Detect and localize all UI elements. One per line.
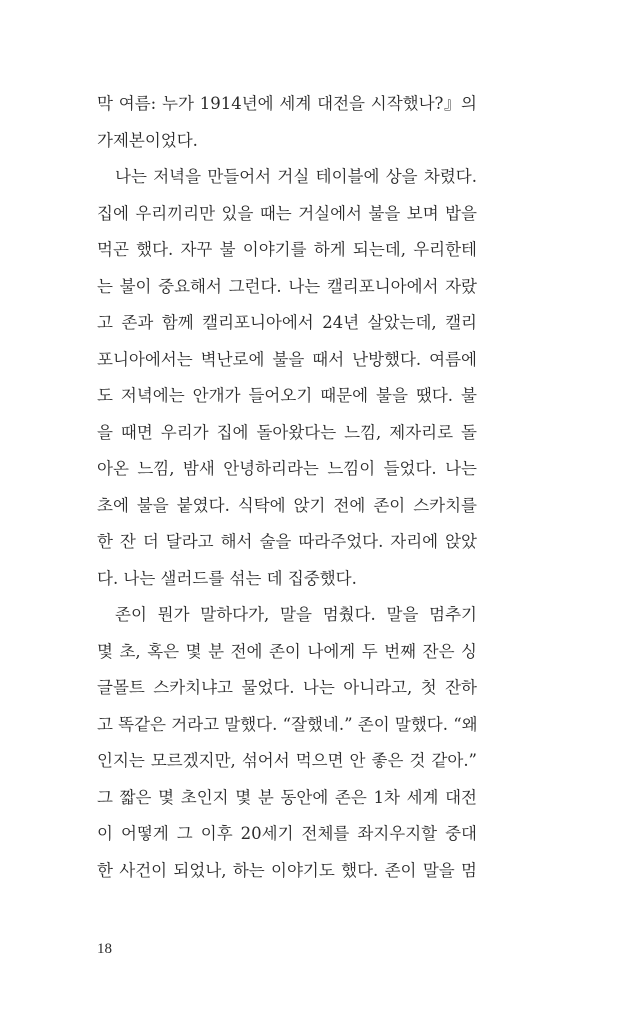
body-text	[97, 86, 477, 889]
text-line: 이 어떻게 그 이후 20세기 전체를 좌지우지할 중대	[97, 824, 477, 843]
text-line: 다. 나는 샐러드를 섞는 데 집중했다.	[97, 568, 357, 588]
text-line: 을 때면 우리가 집에 돌아왔다는 느낌, 제자리로 돌	[97, 422, 477, 442]
text-line: 아온 느낌, 밤새 안녕하리라는 느낌이 들었다. 나는	[97, 459, 477, 478]
text-line: 도 저녁에는 안개가 들어오기 때문에 불을 땠다. 불	[97, 386, 477, 405]
text-line: 그 짧은 몇 초인지 몇 분 동안에 존은 1차 세계 대전	[97, 787, 477, 807]
text-line: 는 불이 중요해서 그런다. 나는 캘리포니아에서 자랐	[97, 276, 477, 296]
text-line: 초에 불을 붙였다. 식탁에 앉기 전에 존이 스카치를	[97, 495, 477, 515]
text-line: 집에 우리끼리만 있을 때는 거실에서 불을 보며 밥을	[97, 203, 477, 223]
text-line: 글몰트 스카치냐고 물었다. 나는 아니라고, 첫 잔하	[97, 678, 477, 697]
text-line: 포니아에서는 벽난로에 불을 때서 난방했다. 여름에	[97, 349, 477, 369]
text-line: 먹곤 했다. 자꾸 불 이야기를 하게 되는데, 우리한테	[97, 240, 477, 259]
page-number: 18	[97, 941, 112, 957]
text-line: 고 똑같은 거라고 말했다. “잘했네.” 존이 말했다. “왜	[97, 714, 478, 734]
paragraph-start-line: 나는 저녁을 만들어서 거실 테이블에 상을 차렸다.	[115, 167, 477, 186]
text-line: 막 여름: 누가 1914년에 세계 대전을 시작했나?』의	[97, 94, 477, 113]
text-line: 한 잔 더 달라고 해서 술을 따라주었다. 자리에 앉았	[97, 532, 477, 551]
text-line: 가제본이었다.	[97, 130, 198, 150]
text-line: 몇 초, 혹은 몇 분 전에 존이 나에게 두 번째 잔은 싱	[97, 641, 477, 661]
text-line: 한 사건이 되었나, 하는 이야기도 했다. 존이 말을 멈	[97, 860, 477, 880]
paragraph-start-line: 존이 뭔가 말하다가, 말을 멈췄다. 말을 멈추기	[115, 605, 477, 624]
text-line: 고 존과 함께 캘리포니아에서 24년 살았는데, 캘리	[97, 313, 477, 332]
text-line: 인지는 모르겠지만, 섞어서 먹으면 안 좋은 것 같아.”	[97, 751, 477, 770]
